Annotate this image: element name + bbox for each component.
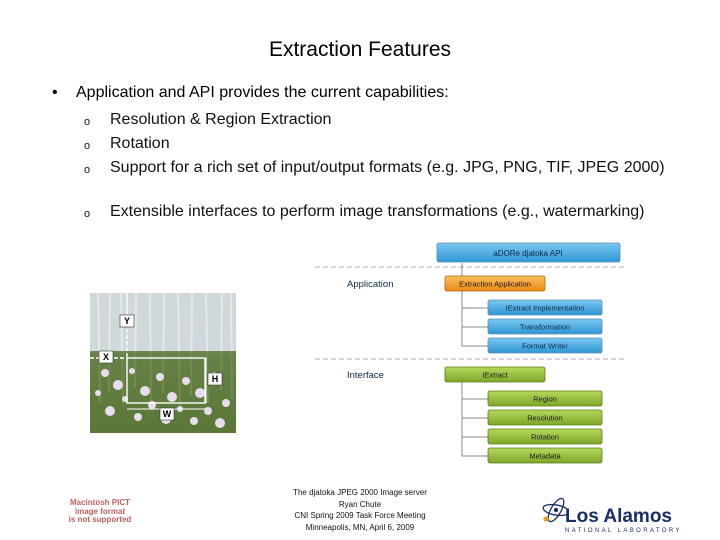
atom-icon [540, 488, 568, 528]
pict-notice-line: is not supported [68, 515, 132, 525]
list-item-text: Resolution & Region Extraction [110, 111, 332, 128]
pict-notice-line: Macintosh PICT [69, 498, 130, 507]
footer-line: Ryan Chute [338, 499, 382, 509]
architecture-diagram [310, 238, 630, 468]
app-child-label: Format Writer [522, 341, 568, 351]
region-overlay [90, 293, 236, 433]
photo-label-y: Y [123, 316, 131, 326]
iface-child-label: Metadata [529, 451, 561, 461]
footer-line: The djatoka JPEG 2000 Image server [293, 488, 427, 497]
los-alamos-logo [540, 486, 690, 536]
list-item-text: Support for a rich set of input/output formats (e.g. JPG, PNG, TIF, JPEG 2000) [110, 159, 665, 176]
sub-bullet-marker: o [84, 140, 91, 152]
list-item-text: Extensible interfaces to perform image transformations (e.g., watermarking) [110, 203, 645, 220]
interface-label: Interface [347, 370, 384, 381]
footer-text [260, 487, 460, 533]
list-item-text: Rotation [110, 135, 170, 152]
slide-title: Extraction Features [268, 38, 452, 61]
main-bullet-text: Application and API provides the current capabilities: [76, 84, 449, 101]
bullet-marker: • [52, 84, 58, 101]
photo-label-w: W [162, 409, 172, 419]
forest-photo [90, 293, 236, 433]
api-box-label: aDORe djatoka API [493, 249, 563, 258]
app-child-label: Transformation [519, 322, 571, 332]
sub-bullet-marker: o [84, 164, 91, 176]
iface-child-label: Region [533, 394, 557, 404]
app-child-label: IExtract Implementation [505, 303, 585, 313]
footer-line: Minneapolis, MN, April 6, 2009 [305, 522, 415, 532]
logo-name: Los Alamos [565, 506, 672, 527]
photo-label-h: H [211, 374, 219, 384]
logo-subtitle: NATIONAL LABORATORY [565, 528, 682, 534]
pict-notice-line: image format [74, 506, 126, 516]
iface-child-label: Rotation [531, 432, 559, 442]
pict-notice [50, 499, 150, 525]
photo-label-x: X [102, 352, 110, 362]
footer-line: CNI Spring 2009 Task Force Meeting [294, 511, 426, 520]
iface-child-label: Resolution [527, 413, 563, 423]
sub-bullet-marker: o [84, 208, 91, 220]
extraction-application-label: Extraction Application [459, 279, 531, 289]
application-label: Application [347, 279, 394, 290]
sub-bullet-marker: o [84, 116, 91, 128]
iextract-label: IExtract [482, 370, 508, 380]
